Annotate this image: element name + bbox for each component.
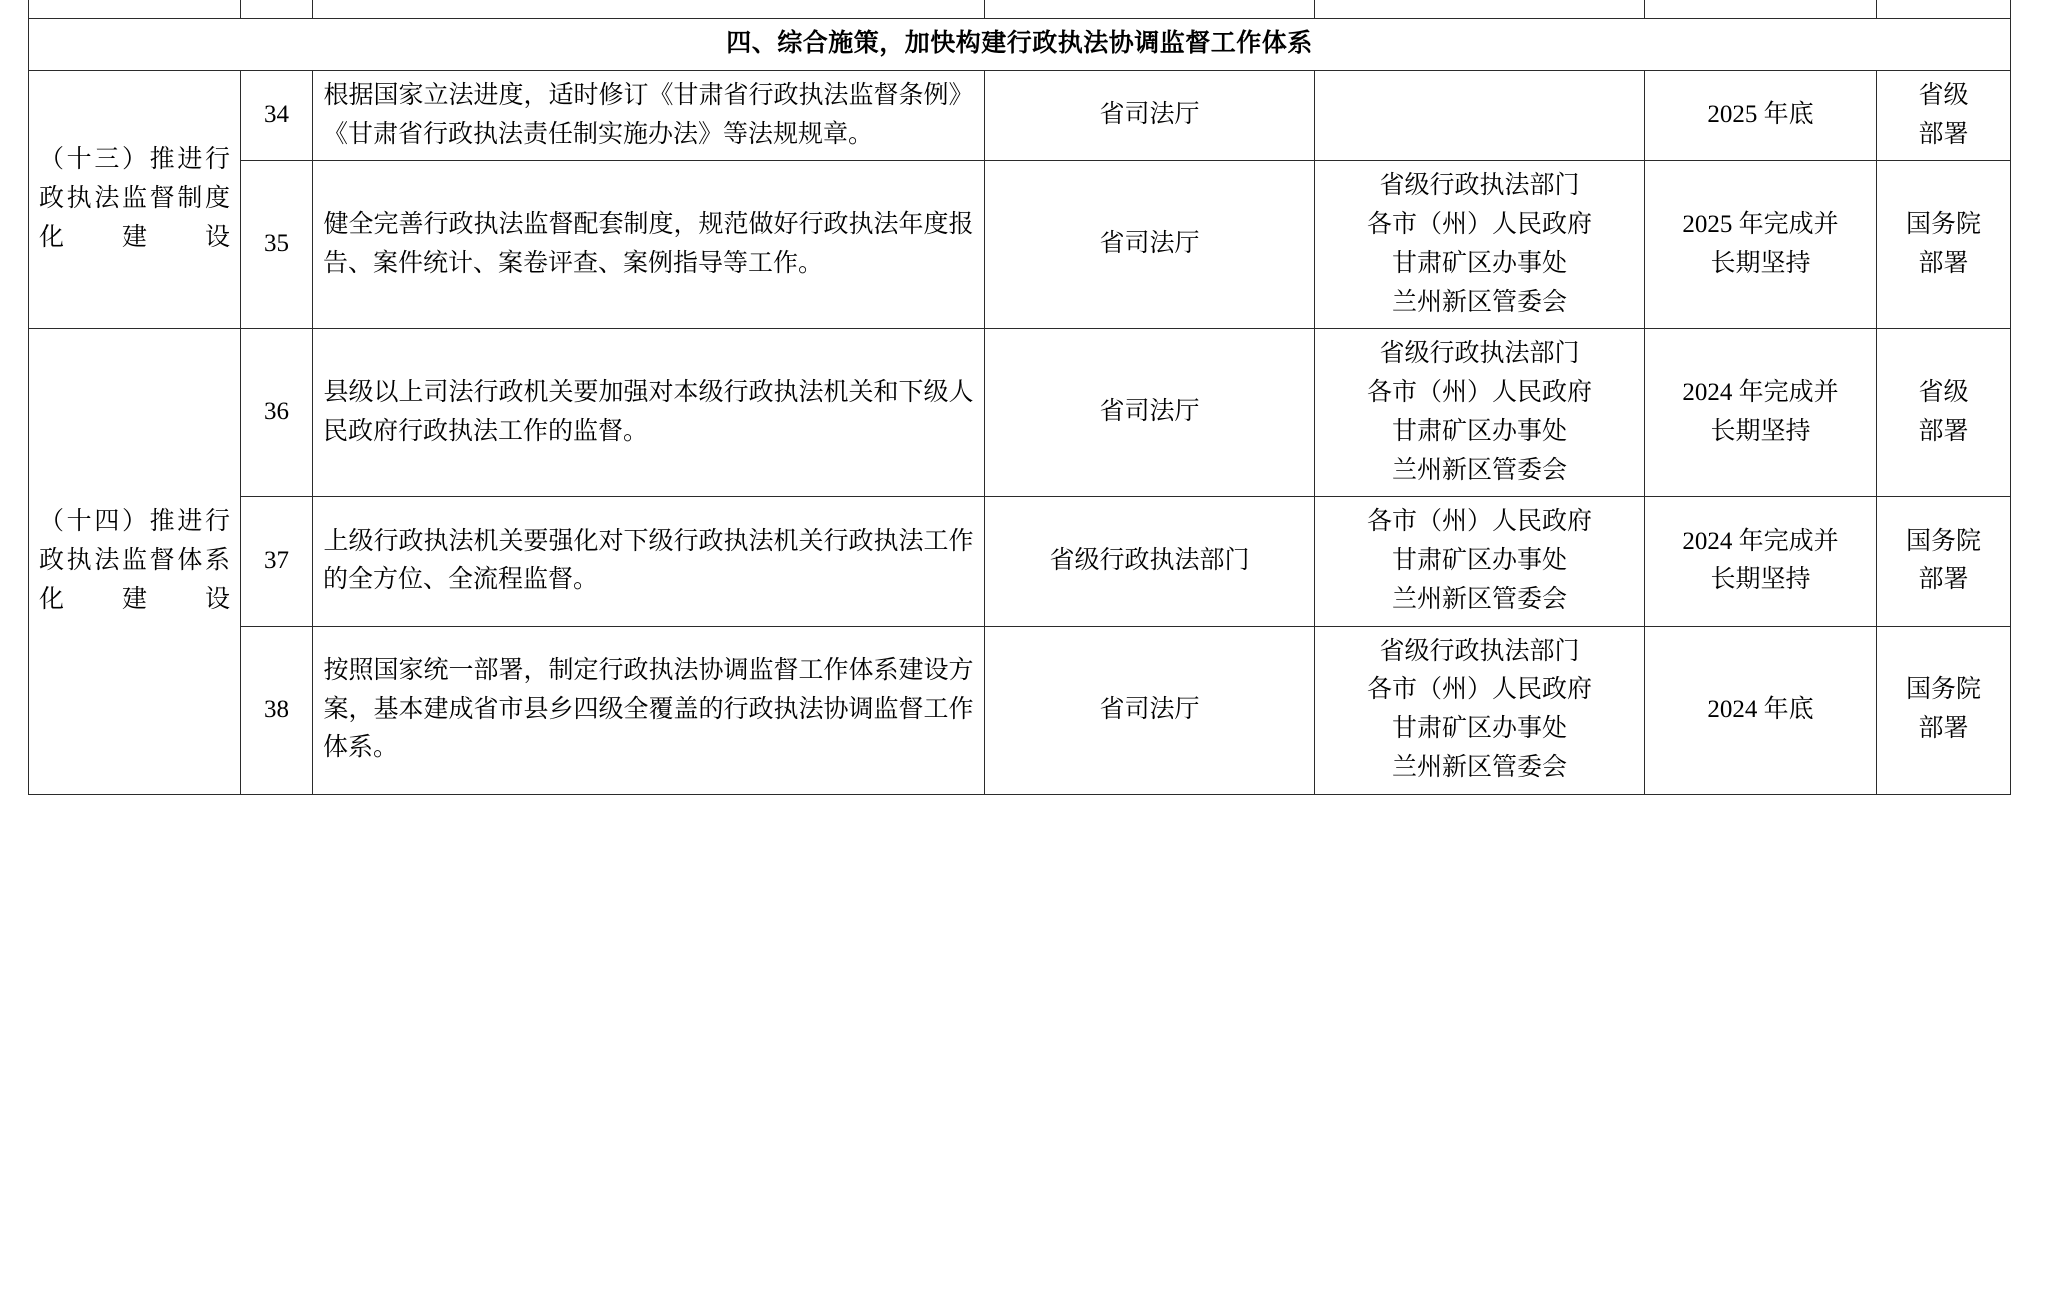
deployment-level-line: 部署 bbox=[1918, 417, 1969, 445]
task-number: 37 bbox=[241, 497, 313, 626]
deadline-line: 2025 年完成并 bbox=[1682, 211, 1839, 238]
task-description: 健全完善行政执法监督配套制度，规范做好行政执法年度报告、案件统计、案卷评查、案例指导等工作。 bbox=[313, 161, 985, 329]
deployment-level-line: 部署 bbox=[1918, 249, 1969, 277]
cooperating-unit-item: 省级行政执法部门 bbox=[1379, 340, 1580, 368]
deployment-level-line: 部署 bbox=[1918, 566, 1969, 594]
deadline-line: 长期坚持 bbox=[1710, 566, 1811, 594]
cooperating-unit-item: 兰州新区管委会 bbox=[1391, 585, 1567, 613]
deadline bbox=[1645, 626, 1877, 794]
deployment-level-line: 省级 bbox=[1918, 379, 1969, 406]
deployment-level-line: 国务院 bbox=[1905, 211, 1981, 238]
task-description: 县级以上司法行政机关要加强对本级行政执法机关和下级人民政府行政执法工作的监督。 bbox=[313, 329, 985, 497]
task-description: 上级行政执法机关要强化对下级行政执法机关行政执法工作的全方位、全流程监督。 bbox=[313, 497, 985, 626]
section-name-cell bbox=[29, 329, 241, 794]
deadline-line: 长期坚持 bbox=[1710, 417, 1811, 445]
table-row-partial bbox=[29, 0, 2011, 19]
cooperating-unit-item: 兰州新区管委会 bbox=[1391, 288, 1567, 316]
cooperating-units bbox=[1315, 626, 1645, 794]
deadline bbox=[1645, 329, 1877, 497]
cooperating-unit-item: 甘肃矿区办事处 bbox=[1391, 249, 1567, 277]
cooperating-unit-item: 省级行政执法部门 bbox=[1379, 637, 1580, 665]
cell-no-partial bbox=[241, 0, 313, 19]
deployment-level bbox=[1877, 626, 2011, 794]
lead-unit: 省司法厅 bbox=[985, 70, 1315, 161]
deadline bbox=[1645, 161, 1877, 329]
cell-time-partial bbox=[1645, 0, 1877, 19]
cooperating-unit-item: 各市（州）人民政府 bbox=[1366, 379, 1592, 406]
deployment-level-line: 省级 bbox=[1918, 81, 1969, 109]
lead-unit: 省司法厅 bbox=[985, 161, 1315, 329]
cooperating-unit-item: 省级行政执法部门 bbox=[1379, 172, 1580, 200]
section-name-text: （十四）推进行政执法监督体系化建设 bbox=[39, 508, 230, 613]
cooperating-unit-item: 甘肃矿区办事处 bbox=[1391, 547, 1567, 574]
cooperating-unit-item: 各市（州）人民政府 bbox=[1366, 508, 1592, 536]
cooperating-unit-item: 各市（州）人民政府 bbox=[1366, 211, 1592, 238]
cooperating-units bbox=[1315, 329, 1645, 497]
cooperating-units bbox=[1315, 161, 1645, 329]
deadline bbox=[1645, 70, 1877, 161]
cooperating-units bbox=[1315, 70, 1645, 161]
deployment-level-line: 国务院 bbox=[1905, 676, 1981, 704]
table-row bbox=[29, 626, 2011, 794]
deployment-level-line: 部署 bbox=[1918, 715, 1969, 742]
cooperating-unit-item: 兰州新区管委会 bbox=[1391, 753, 1567, 781]
task-number: 36 bbox=[241, 329, 313, 497]
section-header-title: 四、综合施策，加快构建行政执法协调监督工作体系 bbox=[29, 19, 2011, 71]
cooperating-units bbox=[1315, 497, 1645, 626]
deadline-line: 2025 年底 bbox=[1707, 101, 1814, 129]
deployment-level bbox=[1877, 161, 2011, 329]
cell-section-partial bbox=[29, 0, 241, 19]
table-row bbox=[29, 161, 2011, 329]
section-name-text: （十三）推进行政执法监督制度化建设 bbox=[39, 146, 230, 251]
implementation-task-table bbox=[28, 0, 2011, 795]
deployment-level-line: 部署 bbox=[1918, 120, 1969, 148]
cooperating-unit-item: 兰州新区管委会 bbox=[1391, 456, 1567, 484]
cell-level-partial bbox=[1877, 0, 2011, 19]
deployment-level bbox=[1877, 70, 2011, 161]
task-number: 38 bbox=[241, 626, 313, 794]
task-description: 按照国家统一部署，制定行政执法协调监督工作体系建设方案，基本建成省市县乡四级全覆盖的行政执法协调监督工作体系。 bbox=[313, 626, 985, 794]
deadline-line: 2024 年完成并 bbox=[1682, 379, 1839, 406]
deployment-level bbox=[1877, 497, 2011, 626]
lead-unit: 省级行政执法部门 bbox=[985, 497, 1315, 626]
deadline-line: 2024 年底 bbox=[1707, 695, 1814, 723]
table-row bbox=[29, 497, 2011, 626]
lead-unit: 省司法厅 bbox=[985, 626, 1315, 794]
table-row bbox=[29, 329, 2011, 497]
task-number: 34 bbox=[241, 70, 313, 161]
cell-lead-partial bbox=[985, 0, 1315, 19]
cooperating-unit-item: 各市（州）人民政府 bbox=[1366, 676, 1592, 704]
deployment-level bbox=[1877, 329, 2011, 497]
task-number: 35 bbox=[241, 161, 313, 329]
deadline bbox=[1645, 497, 1877, 626]
cell-coop-partial bbox=[1315, 0, 1645, 19]
table-row bbox=[29, 70, 2011, 161]
lead-unit: 省司法厅 bbox=[985, 329, 1315, 497]
task-description: 根据国家立法进度，适时修订《甘肃省行政执法监督条例》《甘肃省行政执法责任制实施办法》等法规规章。 bbox=[313, 70, 985, 161]
deadline-line: 2024 年完成并 bbox=[1682, 527, 1839, 555]
cell-task-partial bbox=[313, 0, 985, 19]
deadline-line: 长期坚持 bbox=[1710, 249, 1811, 277]
deployment-level-line: 国务院 bbox=[1905, 527, 1981, 555]
table-row-section-header bbox=[29, 19, 2011, 71]
section-name-cell bbox=[29, 70, 241, 329]
cooperating-unit-item: 甘肃矿区办事处 bbox=[1391, 417, 1567, 445]
cooperating-unit-item: 甘肃矿区办事处 bbox=[1391, 715, 1567, 742]
